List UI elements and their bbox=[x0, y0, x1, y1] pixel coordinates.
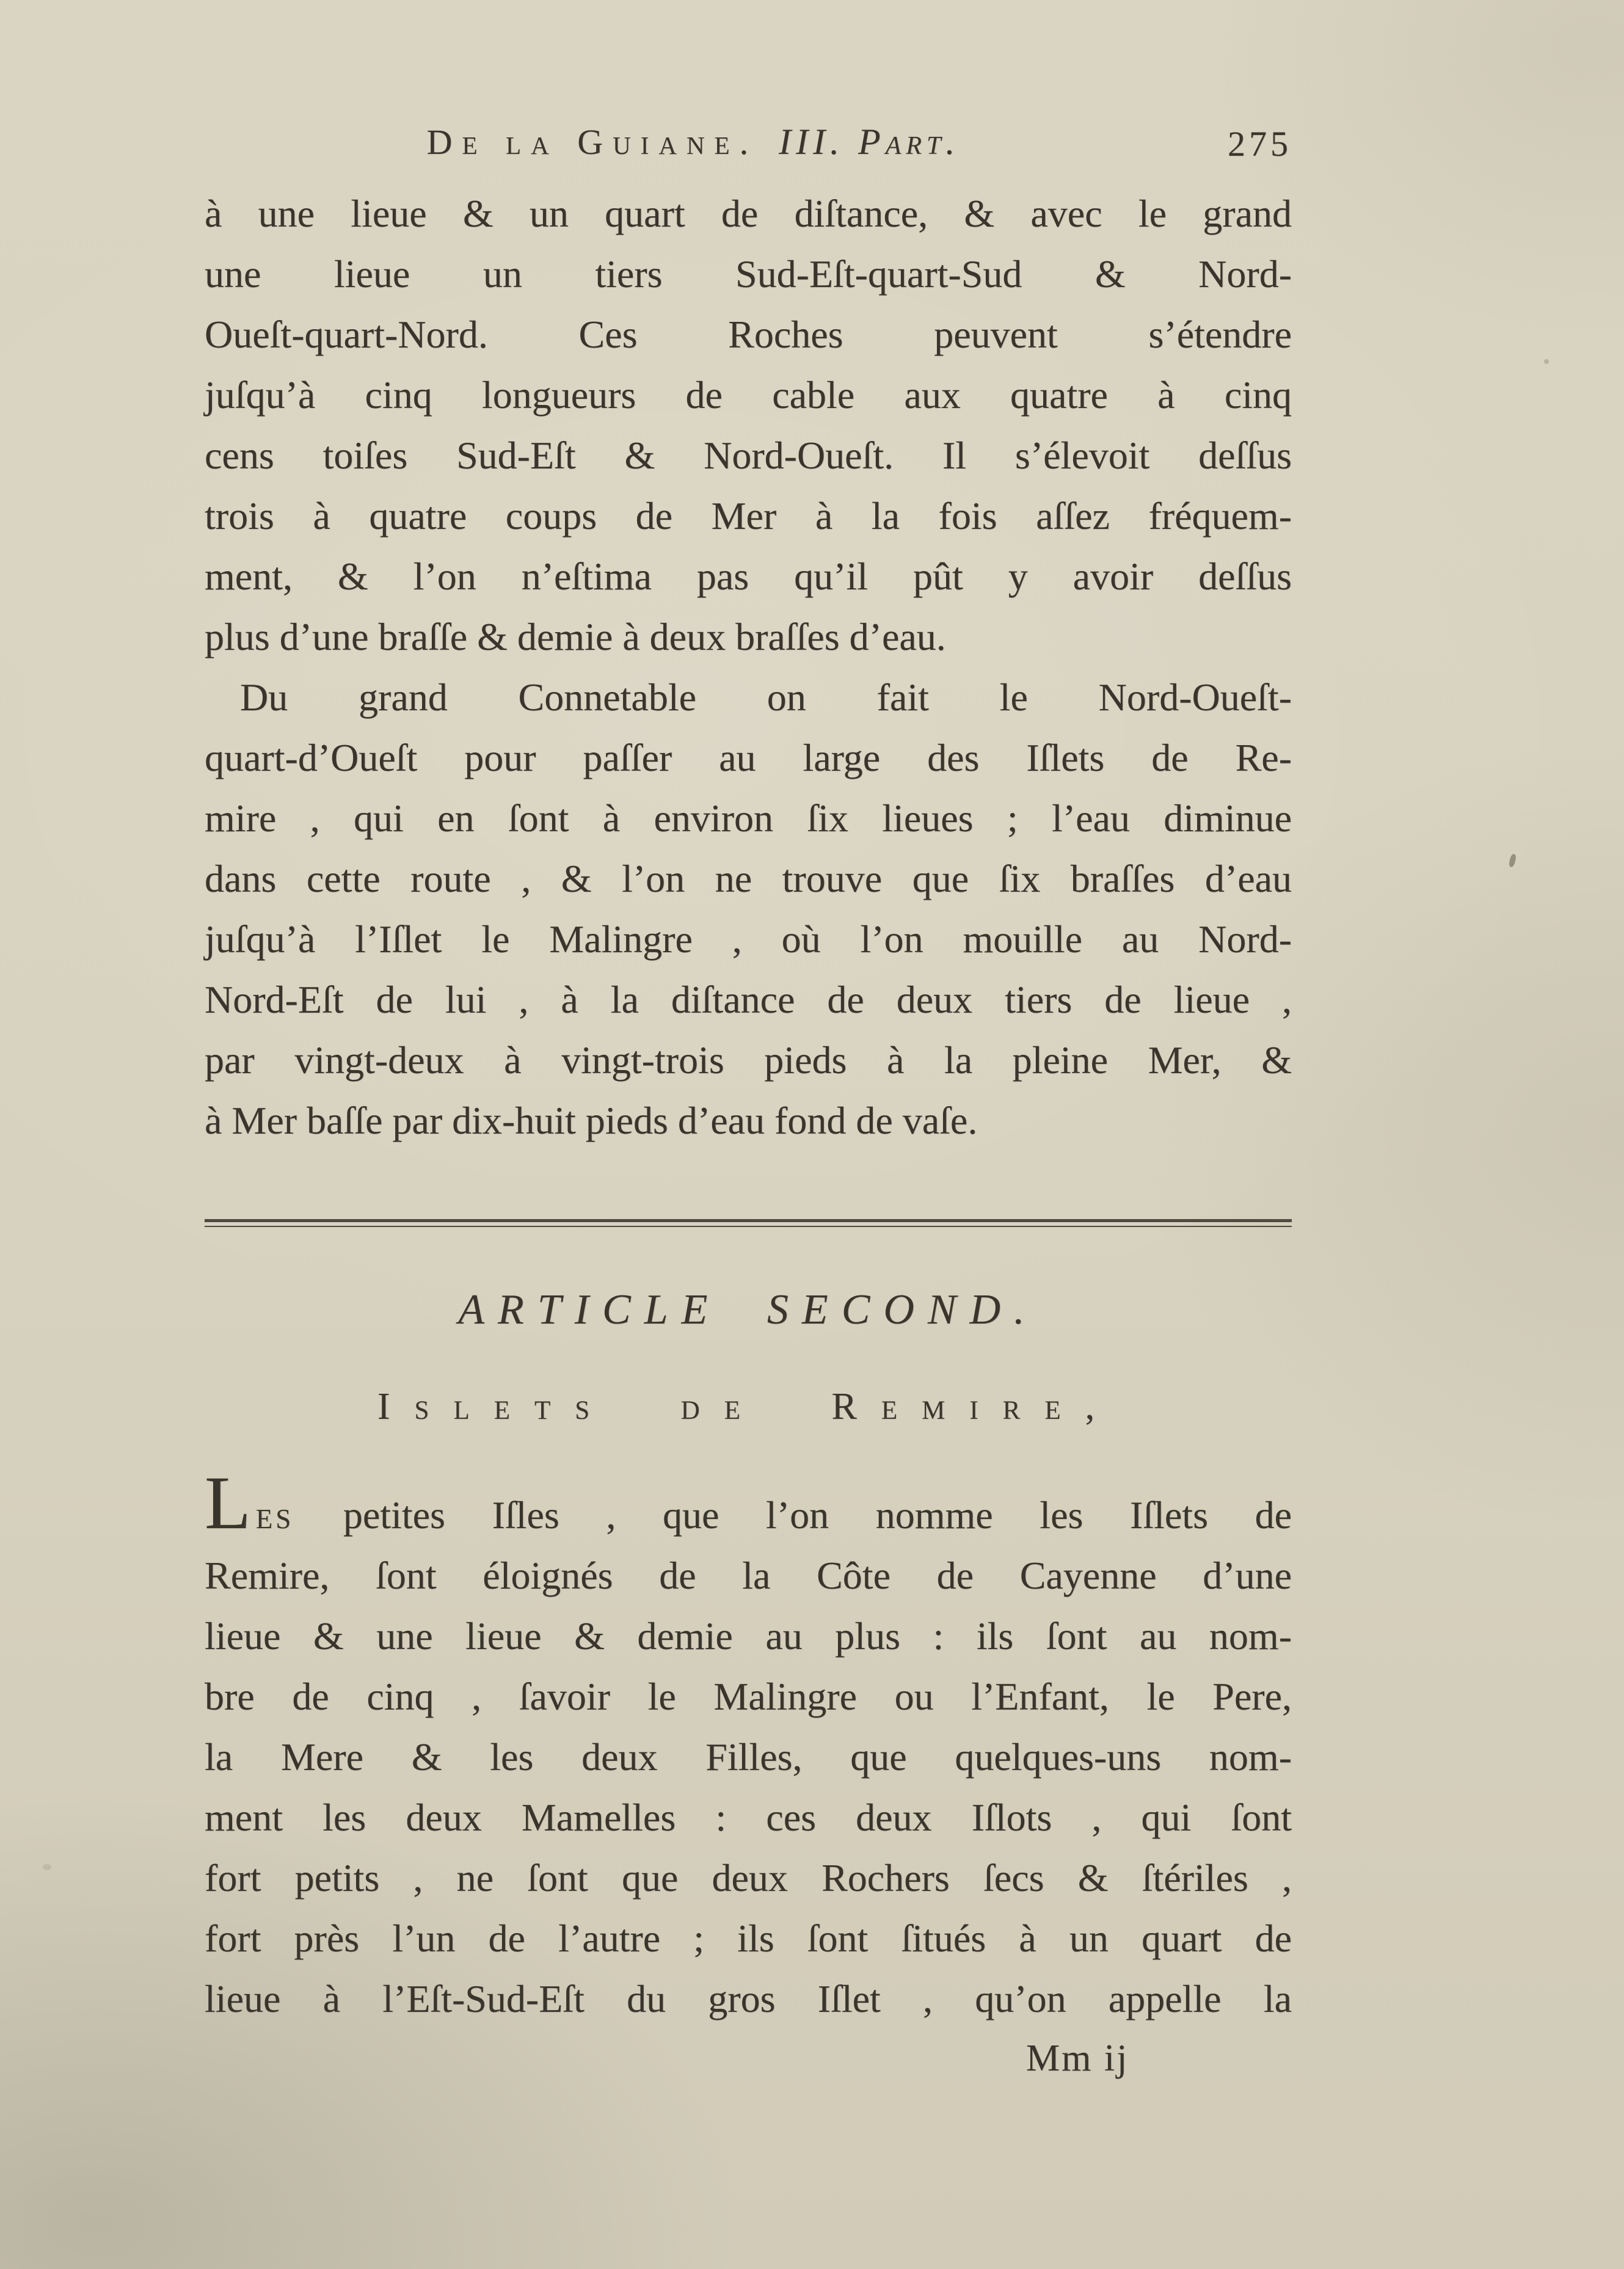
text-line: juſqu’à l’Iſlet le Malingre , où l’on mouille au Nord- bbox=[205, 917, 1292, 961]
paper-speck bbox=[1544, 359, 1549, 364]
text-line: dans cette route , & l’on ne trouve que ſix braſſes d’eau bbox=[205, 857, 1292, 900]
text-line: ment, & l’on n’eſtima pas qu’il pût y avoir deſſus bbox=[205, 555, 1292, 598]
line-text: petites Iſles , que l’on nomme les Iſlets de bbox=[343, 1493, 1292, 1537]
text-line: juſqu’à cinq longueurs de cable aux quatre à cinq bbox=[205, 373, 1292, 417]
paragraph-1 bbox=[205, 183, 1292, 667]
text-line: à Mer baſſe par dix-huit pieds d’eau fond de vaſe. bbox=[205, 1099, 978, 1142]
smallcaps-run: es bbox=[255, 1493, 294, 1537]
text-line: lieue & une lieue & demie au plus : ils ſont au nom- bbox=[205, 1614, 1292, 1658]
initial-letter: L bbox=[205, 1461, 252, 1545]
text-line: trois à quatre coups de Mer à la fois aſſez fréquem- bbox=[205, 494, 1292, 537]
text-line: par vingt-deux à vingt-trois pieds à la pleine Mer, & bbox=[205, 1038, 1292, 1082]
text-line: mire , qui en ſont à environ ſix lieues ; l’eau diminue bbox=[205, 796, 1292, 840]
text-line-dropcap bbox=[205, 1461, 1292, 1545]
running-title: De la Guiane. bbox=[426, 122, 759, 162]
paragraph-2 bbox=[205, 667, 1292, 1151]
paragraph-3 bbox=[205, 1461, 1292, 2029]
text-block bbox=[205, 183, 1292, 2086]
section-rule bbox=[205, 1219, 1292, 1227]
signature-mark: Mm ij bbox=[1026, 2038, 1129, 2079]
running-head bbox=[205, 121, 1292, 176]
text-line: Du grand Connetable on fait le Nord-Oueſt- bbox=[240, 676, 1292, 719]
text-line: à une lieue & un quart de diſtance, & avec le grand bbox=[205, 192, 1292, 235]
paper-speck bbox=[1508, 853, 1517, 868]
text-line: quart-d’Oueſt pour paſſer au large des Iſlets de Re- bbox=[205, 736, 1292, 779]
section-subheading: Islets de Remire, bbox=[377, 1386, 1120, 1427]
text-line: fort près l’un de l’autre ; ils ſont ſitués à un quart de bbox=[205, 1917, 1292, 1960]
text-line: lieue à l’Eſt-Sud-Eſt du gros Iſlet , qu’on appelle la bbox=[205, 1977, 1292, 2020]
running-head-center bbox=[205, 121, 1182, 163]
running-part: III. Part. bbox=[779, 122, 960, 162]
text-line: une lieue un tiers Sud-Eſt-quart-Sud & Nord- bbox=[205, 252, 1292, 296]
text-line: la Mere & les deux Filles, que quelques-uns nom- bbox=[205, 1735, 1292, 1779]
text-line: plus d’une braſſe & demie à deux braſſes d’eau. bbox=[205, 615, 946, 658]
text-line: fort petits , ne ſont que deux Rochers ſecs & ſtériles , bbox=[205, 1856, 1292, 1899]
text-line: Oueſt-quart-Nord. Ces Roches peuvent s’étendre bbox=[205, 313, 1292, 356]
text-line: Remire, ſont éloignés de la Côte de Cayenne d’une bbox=[205, 1554, 1292, 1597]
article-heading: ARTICLE SECOND. bbox=[458, 1286, 1038, 1333]
text-line: Nord-Eſt de lui , à la diſtance de deux tiers de lieue , bbox=[205, 978, 1292, 1021]
page-number: 275 bbox=[1228, 124, 1292, 164]
text-line: cens toiſes Sud-Eſt & Nord-Oueſt. Il s’élevoit deſſus bbox=[205, 434, 1292, 477]
text-line: bre de cinq , ſavoir le Malingre ou l’Enfant, le Pere, bbox=[205, 1675, 1292, 1718]
text-line: ment les deux Mamelles : ces deux Iſlots , qui ſont bbox=[205, 1796, 1292, 1839]
paper-speck bbox=[43, 1864, 51, 1870]
